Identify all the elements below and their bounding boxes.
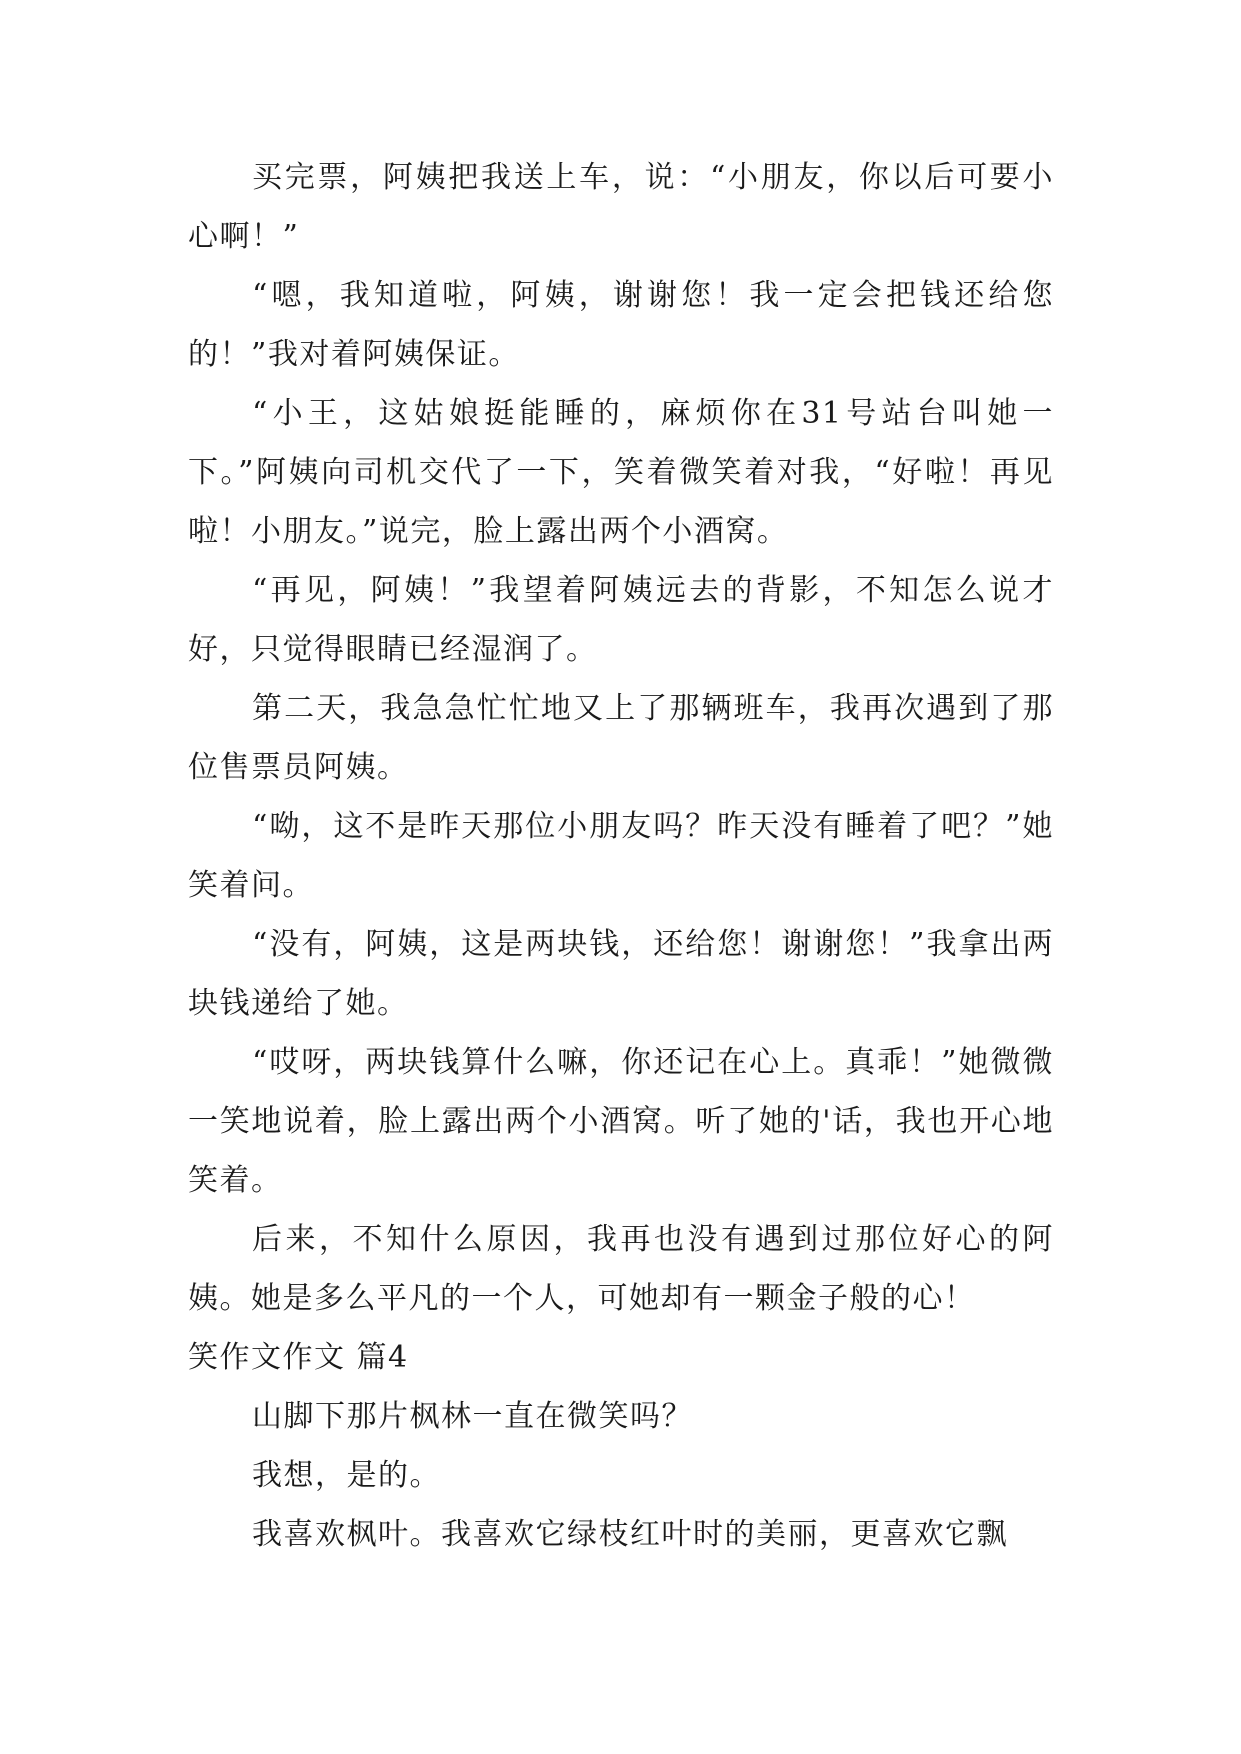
paragraph: “呦，这不是昨天那位小朋友吗？昨天没有睡着了吧？”她笑着问。 [188,809,1054,903]
paragraph: 买完票，阿姨把我送上车，说：“小朋友，你以后可要小心啊！” [188,160,1054,254]
paragraph: “小王，这姑娘挺能睡的，麻烦你在31号站台叫她一下。”阿姨向司机交代了一下，笑着微笑着对我，“好啦！再见啦！小朋友。”说完，脸上露出两个小酒窝。 [188,396,1054,549]
paragraph: “嗯，我知道啦，阿姨，谢谢您！我一定会把钱还给您的！”我对着阿姨保证。 [188,278,1054,372]
paragraph: “没有，阿姨，这是两块钱，还给您！谢谢您！”我拿出两块钱递给了她。 [188,927,1054,1021]
paragraph: 山脚下那片枫林一直在微笑吗？ [252,1399,693,1434]
paragraph: 我喜欢枫叶。我喜欢它绿枝红叶时的美丽，更喜欢它飘 [252,1517,1008,1552]
paragraph: 第二天，我急急忙忙地又上了那辆班车，我再次遇到了那位售票员阿姨。 [188,691,1054,785]
section-heading: 笑作文作文 篇4 [188,1340,409,1375]
document-body [188,148,1054,1564]
paragraph: 我想，是的。 [252,1458,441,1493]
paragraph: “哎呀，两块钱算什么嘛，你还记在心上。真乖！”她微微一笑地说着，脸上露出两个小酒窝。听了她的'话，我也开心地笑着。 [188,1045,1054,1198]
paragraph: “再见，阿姨！”我望着阿姨远去的背影，不知怎么说才好，只觉得眼睛已经湿润了。 [188,573,1054,667]
paragraph: 后来，不知什么原因，我再也没有遇到过那位好心的阿姨。她是多么平凡的一个人，可她却有一颗金子般的心！ [188,1222,1054,1316]
